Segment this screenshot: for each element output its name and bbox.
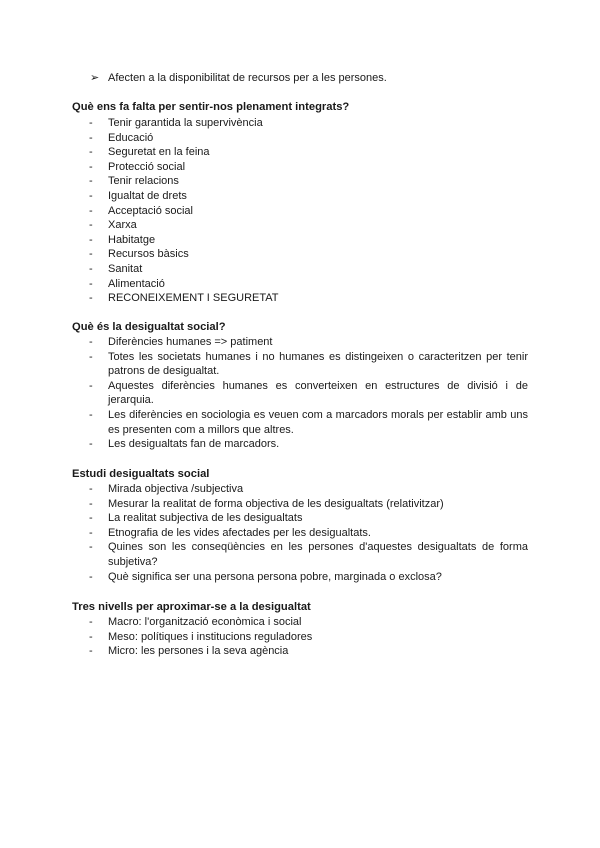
list-item: - Les diferències en sociologia es veuen com a marcadors morals per establir amb uns es presenten com a millors que altres. bbox=[89, 408, 528, 436]
section-list bbox=[72, 335, 528, 452]
list-item: - Macro: l'organització econòmica i social bbox=[89, 616, 302, 628]
section-list bbox=[72, 482, 528, 584]
list-item: - Aquestes diferències humanes es converteixen en estructures de divisió i de jerarquia. bbox=[89, 379, 528, 407]
list-item: - Sanitat bbox=[89, 262, 143, 275]
list-item: - Tenir relacions bbox=[89, 175, 179, 188]
list-item: - Alimentació bbox=[89, 277, 165, 290]
list-item: - Etnografia de les vides afectades per les desigualtats. bbox=[89, 526, 371, 539]
list-item: - Les desigualtats fan de marcadors. bbox=[89, 438, 280, 451]
arrow-bullet-text: Afecten a la disponibilitat de recursos per a les persones. bbox=[108, 72, 387, 84]
list-item: - Meso: polítiques i institucions reguladores bbox=[89, 630, 313, 643]
section-list bbox=[72, 116, 528, 306]
arrow-bullet-icon: ➢ bbox=[90, 72, 100, 84]
section-list bbox=[72, 615, 528, 659]
list-item: - Xarxa bbox=[89, 219, 137, 232]
list-item: - RECONEIXEMENT I SEGURETAT bbox=[89, 292, 279, 305]
list-item: - Tenir garantida la supervivència bbox=[89, 117, 263, 129]
list-item: - Seguretat en la feina bbox=[89, 146, 210, 159]
arrow-bullet-item bbox=[90, 71, 387, 86]
section-heading: Què és la desigualtat social? bbox=[72, 321, 226, 333]
list-item: - Igualtat de drets bbox=[89, 189, 187, 202]
list-item: - Mirada objectiva /subjectiva bbox=[89, 483, 244, 495]
list-item: - Mesurar la realitat de forma objectiva de les desigualtats (relativitzar) bbox=[89, 497, 444, 510]
list-item: - Educació bbox=[89, 131, 154, 144]
list-item: - Diferències humanes => patiment bbox=[89, 336, 273, 348]
list-item: - Micro: les persones i la seva agència bbox=[89, 645, 289, 658]
section-heading: Tres nivells per aproximar-se a la desigualtat bbox=[72, 601, 311, 613]
section-heading: Què ens fa falta per sentir-nos plenament integrats? bbox=[72, 101, 350, 113]
list-item: - Acceptació social bbox=[89, 204, 193, 217]
list-item: - Habitatge bbox=[89, 233, 156, 246]
list-item: - Totes les societats humanes i no humanes es distingeixen o caracteritzen per tenir patrons de desigualtat. bbox=[89, 350, 528, 378]
section-heading: Estudi desigualtats social bbox=[72, 468, 210, 480]
list-item: - Recursos bàsics bbox=[89, 248, 189, 261]
list-item: - Quines son les conseqüències en les persones d'aquestes desigualtats de forma subjetiva? bbox=[89, 541, 528, 568]
list-item: - La realitat subjectiva de les desigualtats bbox=[89, 512, 303, 525]
list-item: - Protecció social bbox=[89, 160, 186, 173]
list-item: - Què significa ser una persona persona pobre, marginada o exclosa? bbox=[89, 570, 442, 583]
